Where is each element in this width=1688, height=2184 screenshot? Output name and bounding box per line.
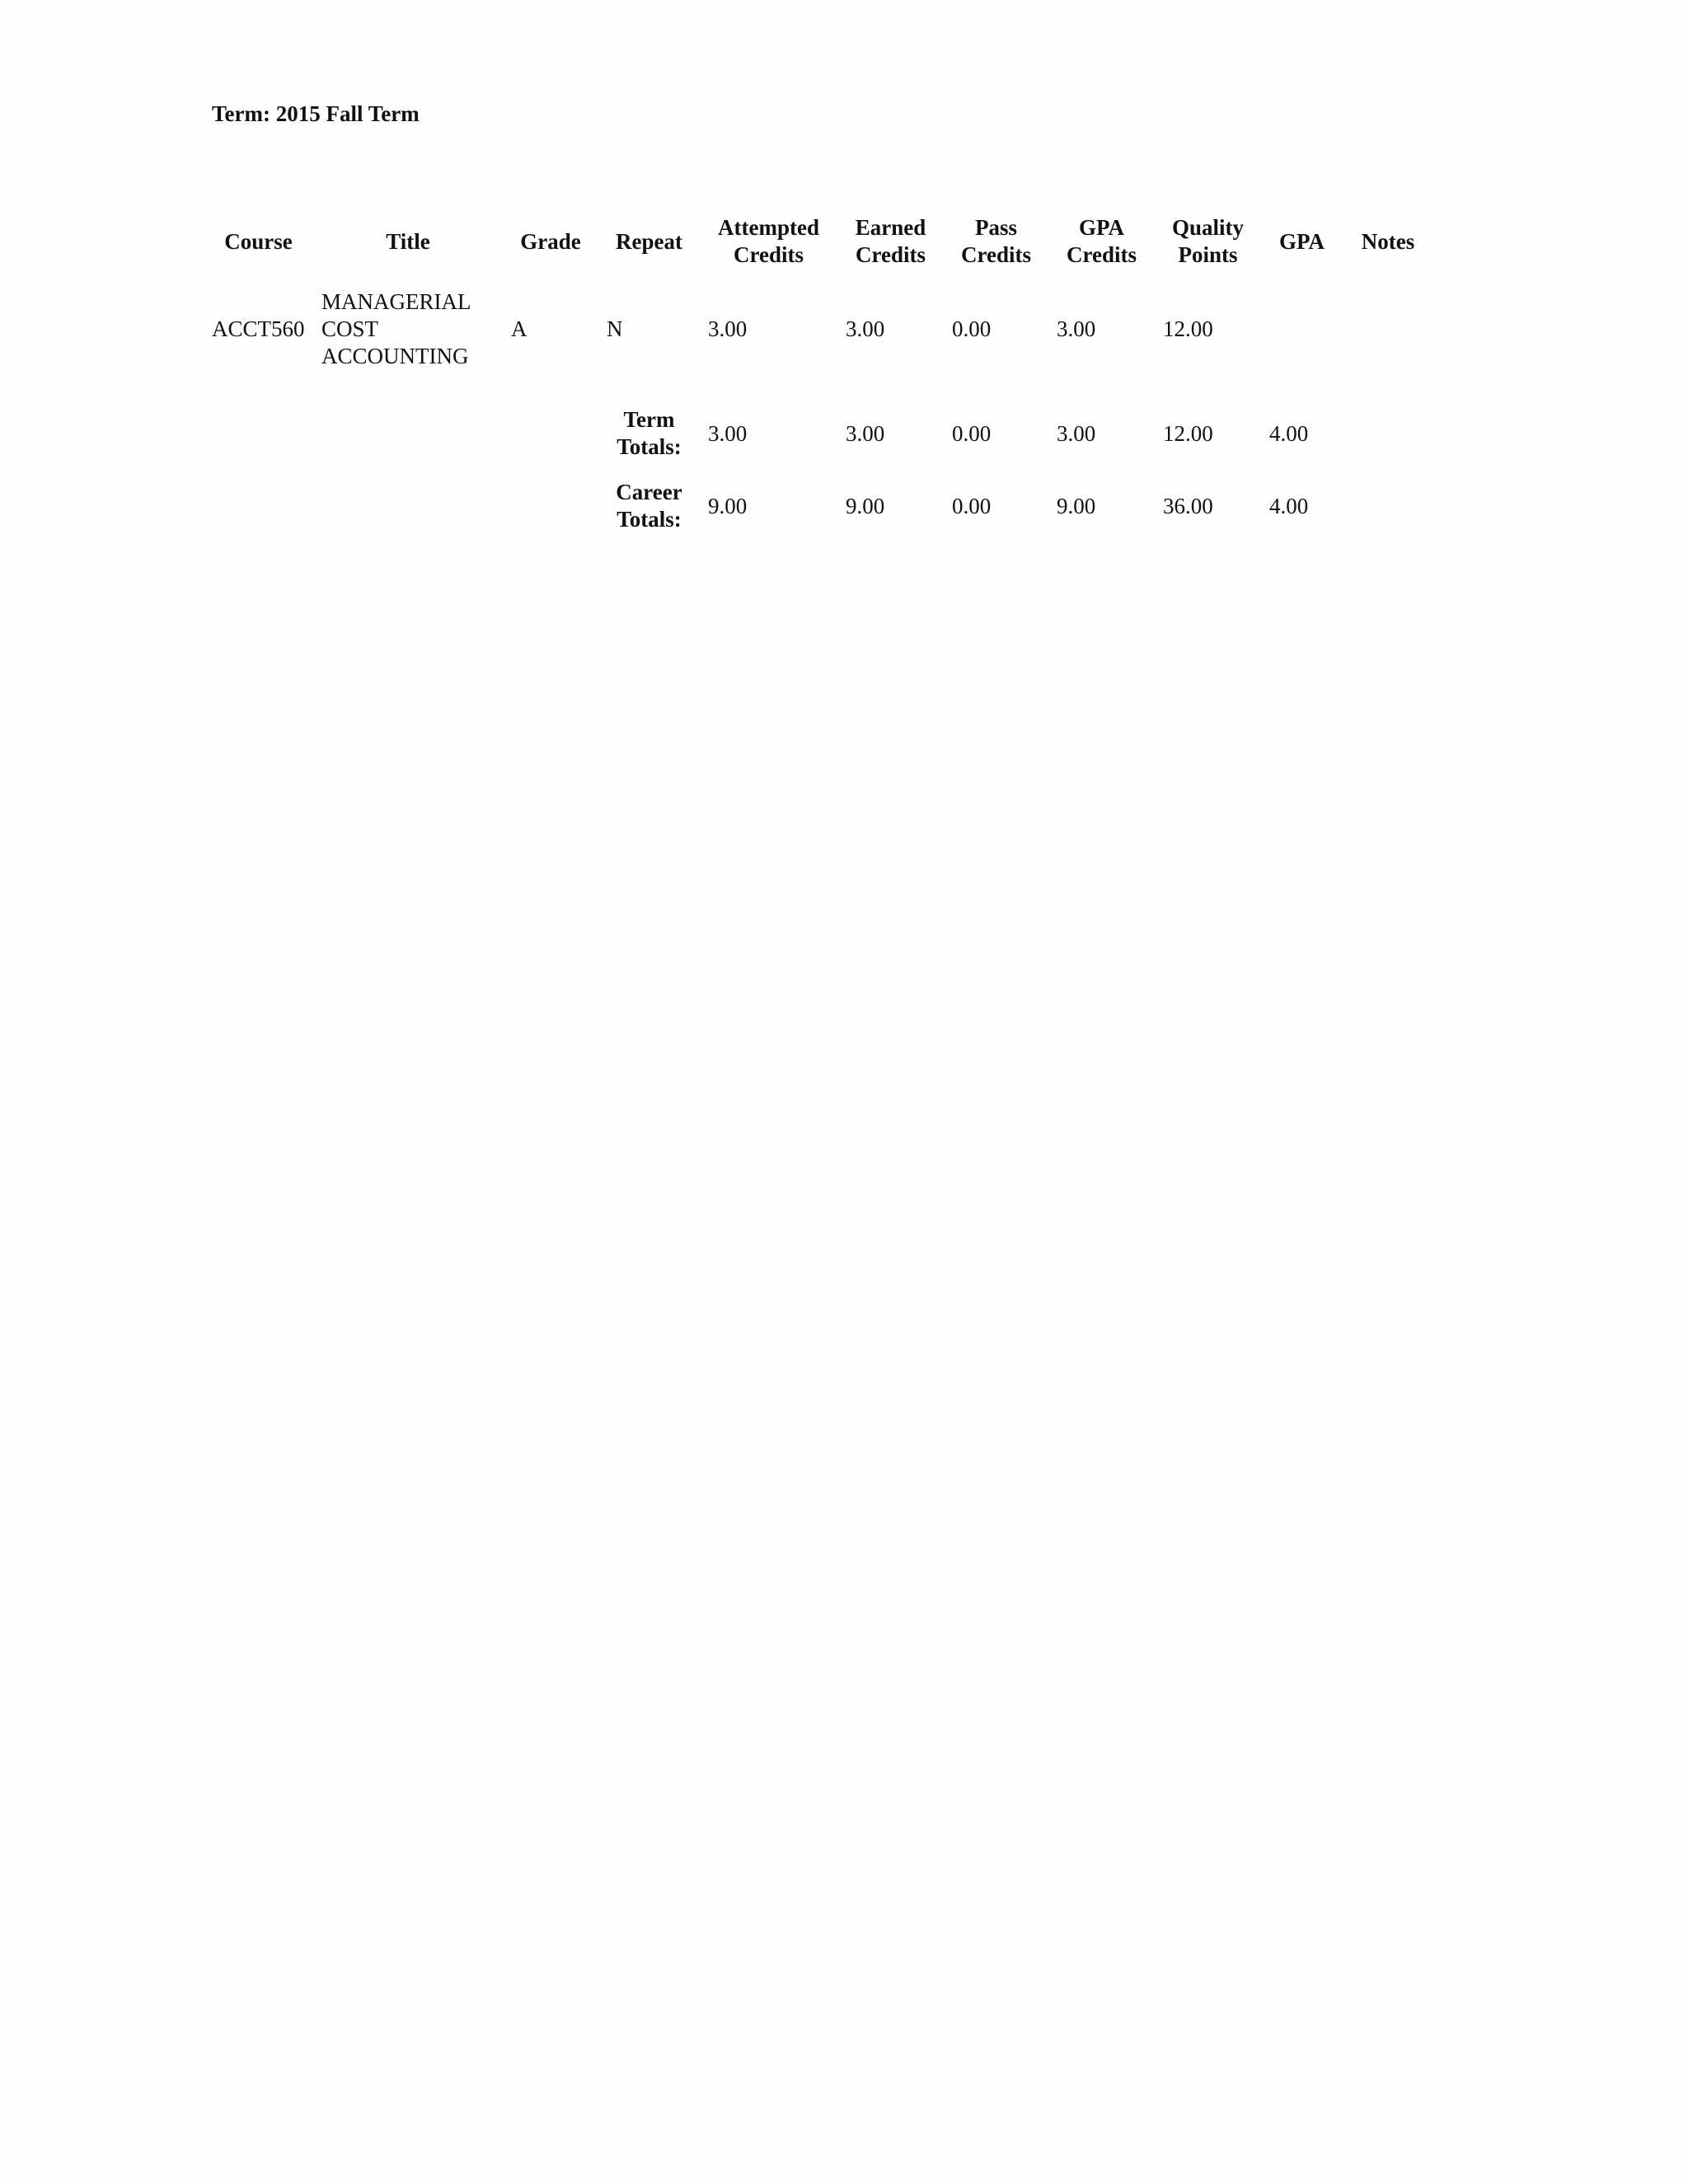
header-attempted-line2: Credits xyxy=(734,242,804,267)
header-pass-line1: Pass xyxy=(974,215,1017,240)
cell-attempted: 3.00 xyxy=(708,316,748,341)
term-title: Term: 2015 Fall Term xyxy=(212,101,420,126)
header-pass-credits xyxy=(944,206,1048,277)
career-totals-empty xyxy=(204,470,598,542)
cell-title-line3: ACCOUNTING xyxy=(321,343,469,368)
cell-pass: 0.00 xyxy=(952,316,992,341)
term-totals-quality-points: 12.00 xyxy=(1163,420,1213,446)
cell-grade: A xyxy=(511,316,528,341)
career-totals-label-line2: Totals: xyxy=(617,507,682,532)
header-pass-line2: Credits xyxy=(961,242,1031,267)
table-row xyxy=(204,277,1433,381)
term-totals-label-line1: Term xyxy=(623,407,675,432)
cell-gpa xyxy=(1261,277,1343,381)
term-totals-row xyxy=(204,397,1433,470)
header-gpa-credits xyxy=(1048,206,1155,277)
career-totals-label xyxy=(598,470,700,542)
cell-course: ACCT560 xyxy=(212,316,305,341)
career-totals-pass: 0.00 xyxy=(952,493,992,518)
header-attempted-credits xyxy=(700,206,837,277)
cell-gpa-credits: 3.00 xyxy=(1057,316,1096,341)
term-totals-label xyxy=(598,397,700,470)
header-gpa-credits-line1: GPA xyxy=(1079,215,1124,240)
term-totals-empty xyxy=(204,397,598,470)
term-totals-gpa: 4.00 xyxy=(1269,420,1309,446)
header-quality-line2: Points xyxy=(1178,242,1238,267)
header-grade: Grade xyxy=(520,228,581,254)
cell-repeat: N xyxy=(607,316,623,341)
spacer-cell xyxy=(204,381,1433,397)
header-quality-line1: Quality xyxy=(1171,215,1244,240)
header-earned-line1: Earned xyxy=(855,215,926,240)
term-totals-pass: 0.00 xyxy=(952,420,992,446)
career-totals-row xyxy=(204,470,1433,542)
cell-title-line1: MANAGERIAL xyxy=(321,288,471,314)
table-header-row xyxy=(204,206,1433,277)
term-totals-earned: 3.00 xyxy=(846,420,885,446)
header-title: Title xyxy=(386,228,430,254)
header-gpa: GPA xyxy=(1279,228,1325,254)
cell-notes xyxy=(1343,277,1433,381)
career-totals-earned: 9.00 xyxy=(846,493,885,518)
header-notes: Notes xyxy=(1361,228,1415,254)
cell-quality-points: 12.00 xyxy=(1163,316,1213,341)
transcript-table xyxy=(204,206,1433,542)
cell-title-line2: COST xyxy=(321,316,379,341)
career-totals-attempted: 9.00 xyxy=(708,493,748,518)
header-gpa-credits-line2: Credits xyxy=(1067,242,1137,267)
header-earned-credits xyxy=(837,206,944,277)
term-totals-notes xyxy=(1343,397,1433,470)
header-repeat: Repeat xyxy=(616,228,682,254)
career-totals-gpa-credits: 9.00 xyxy=(1057,493,1096,518)
term-totals-gpa-credits: 3.00 xyxy=(1057,420,1096,446)
career-totals-gpa: 4.00 xyxy=(1269,493,1309,518)
cell-earned: 3.00 xyxy=(846,316,885,341)
header-quality-points xyxy=(1155,206,1261,277)
header-course: Course xyxy=(224,228,293,254)
header-attempted-line1: Attempted xyxy=(718,215,819,240)
term-totals-attempted: 3.00 xyxy=(708,420,748,446)
career-totals-quality-points: 36.00 xyxy=(1163,493,1213,518)
career-totals-label-line1: Career xyxy=(616,480,682,504)
career-totals-notes xyxy=(1343,470,1433,542)
spacer-row xyxy=(204,381,1433,397)
header-earned-line2: Credits xyxy=(856,242,926,267)
cell-title xyxy=(313,277,503,381)
term-totals-label-line2: Totals: xyxy=(617,434,682,459)
